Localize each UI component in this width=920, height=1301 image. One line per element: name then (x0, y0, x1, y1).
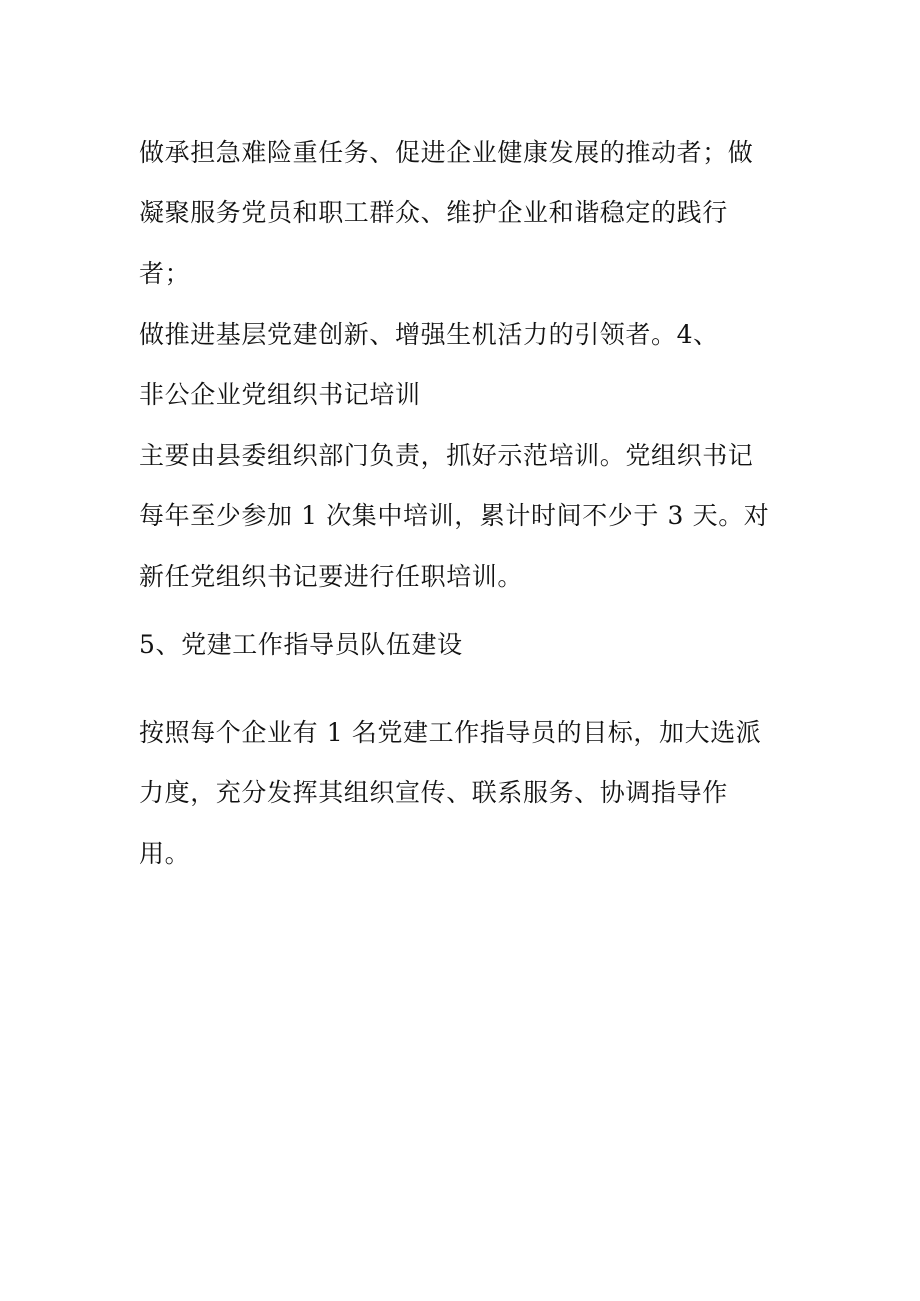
text-line: 主要由县委组织部门负责，抓好示范培训。党组织书记 (139, 441, 754, 470)
text-line: 做承担急难险重任务、促进企业健康发展的推动者；做 (139, 138, 754, 167)
text-line: 每年至少参加 1 次集中培训，累计时间不少于 3 天。对 (139, 501, 770, 530)
text-line: 凝聚服务党员和职工群众、维护企业和谐稳定的践行 (139, 198, 728, 227)
text-line: 按照每个企业有 1 名党建工作指导员的目标，加大选派 (139, 718, 762, 747)
text-line: 者； (139, 259, 191, 288)
text-line: 用。 (139, 839, 191, 868)
text-line: 做推进基层党建创新、增强生机活力的引领者。4、 (139, 320, 719, 349)
section-heading: 非公企业党组织书记培训 (139, 380, 421, 409)
text-line: 新任党组织书记要进行任职培训。 (139, 562, 524, 591)
text-line: 力度，充分发挥其组织宣传、联系服务、协调指导作 (139, 778, 728, 807)
section-heading: 5、党建工作指导员队伍建设 (139, 630, 463, 659)
